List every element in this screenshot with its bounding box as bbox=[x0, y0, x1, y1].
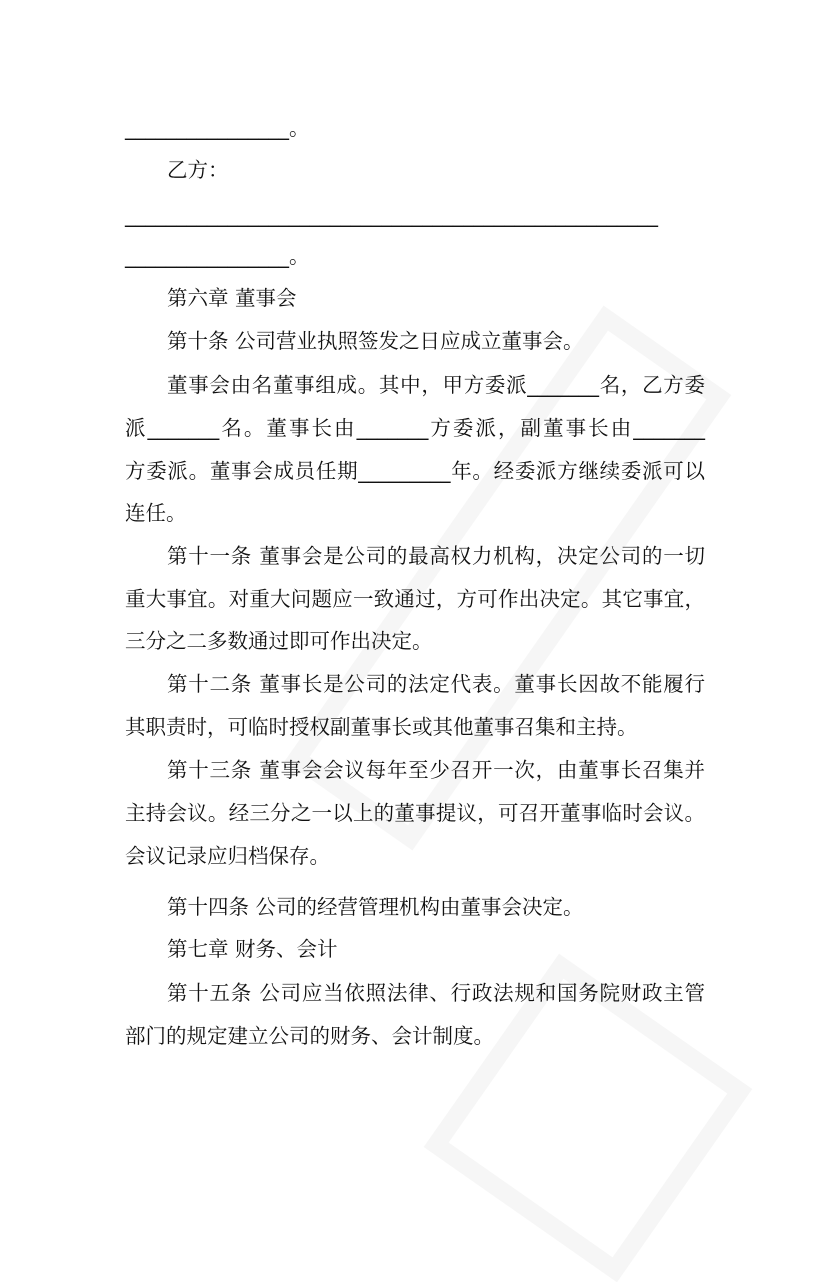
document-line: 董事会由名董事组成。其中，甲方委派_______名，乙方委 bbox=[167, 373, 705, 397]
document-line: 第十一条 董事会是公司的最高权力机构，决定公司的一切 bbox=[167, 544, 705, 568]
document-line: 第十三条 董事会会议每年至少召开一次，由董事长召集并 bbox=[167, 758, 705, 782]
document-line: 其职责时，可临时授权副董事长或其他董事召集和主持。 bbox=[125, 715, 638, 739]
document-line: ________________。 bbox=[125, 116, 310, 140]
document-line: 派_______名。董事长由_______方委派，副董事长由_______ bbox=[125, 416, 705, 440]
document-line: 方委派。董事会成员任期_________年。经委派方继续委派可以 bbox=[125, 459, 705, 483]
document-line: 部门的规定建立公司的财务、会计制度。 bbox=[125, 1024, 494, 1048]
document-line: 第六章 董事会 bbox=[167, 286, 297, 310]
document-line: ____________________________________________________ bbox=[125, 203, 658, 227]
document-line: 会议记录应归档保存。 bbox=[125, 844, 330, 868]
document-line: 重大事宜。对重大问题应一致通过，方可作出决定。其它事宜， bbox=[125, 587, 705, 611]
document-line: 连任。 bbox=[125, 501, 187, 525]
document-line: 主持会议。经三分之一以上的董事提议，可召开董事临时会议。 bbox=[125, 801, 705, 825]
document-line: 第十二条 董事长是公司的法定代表。董事长因故不能履行 bbox=[167, 672, 705, 696]
document-line: 乙方： bbox=[167, 158, 229, 182]
document-line: ________________。 bbox=[125, 244, 310, 268]
document-line: 第七章 财务、会计 bbox=[167, 937, 338, 961]
document-line: 三分之二多数通过即可作出决定。 bbox=[125, 629, 433, 653]
document-line: 第十四条 公司的经营管理机构由董事会决定。 bbox=[167, 895, 584, 919]
document-line: 第十五条 公司应当依照法律、行政法规和国务院财政主管 bbox=[167, 981, 705, 1005]
document-line: 第十条 公司营业执照签发之日应成立董事会。 bbox=[167, 329, 584, 353]
